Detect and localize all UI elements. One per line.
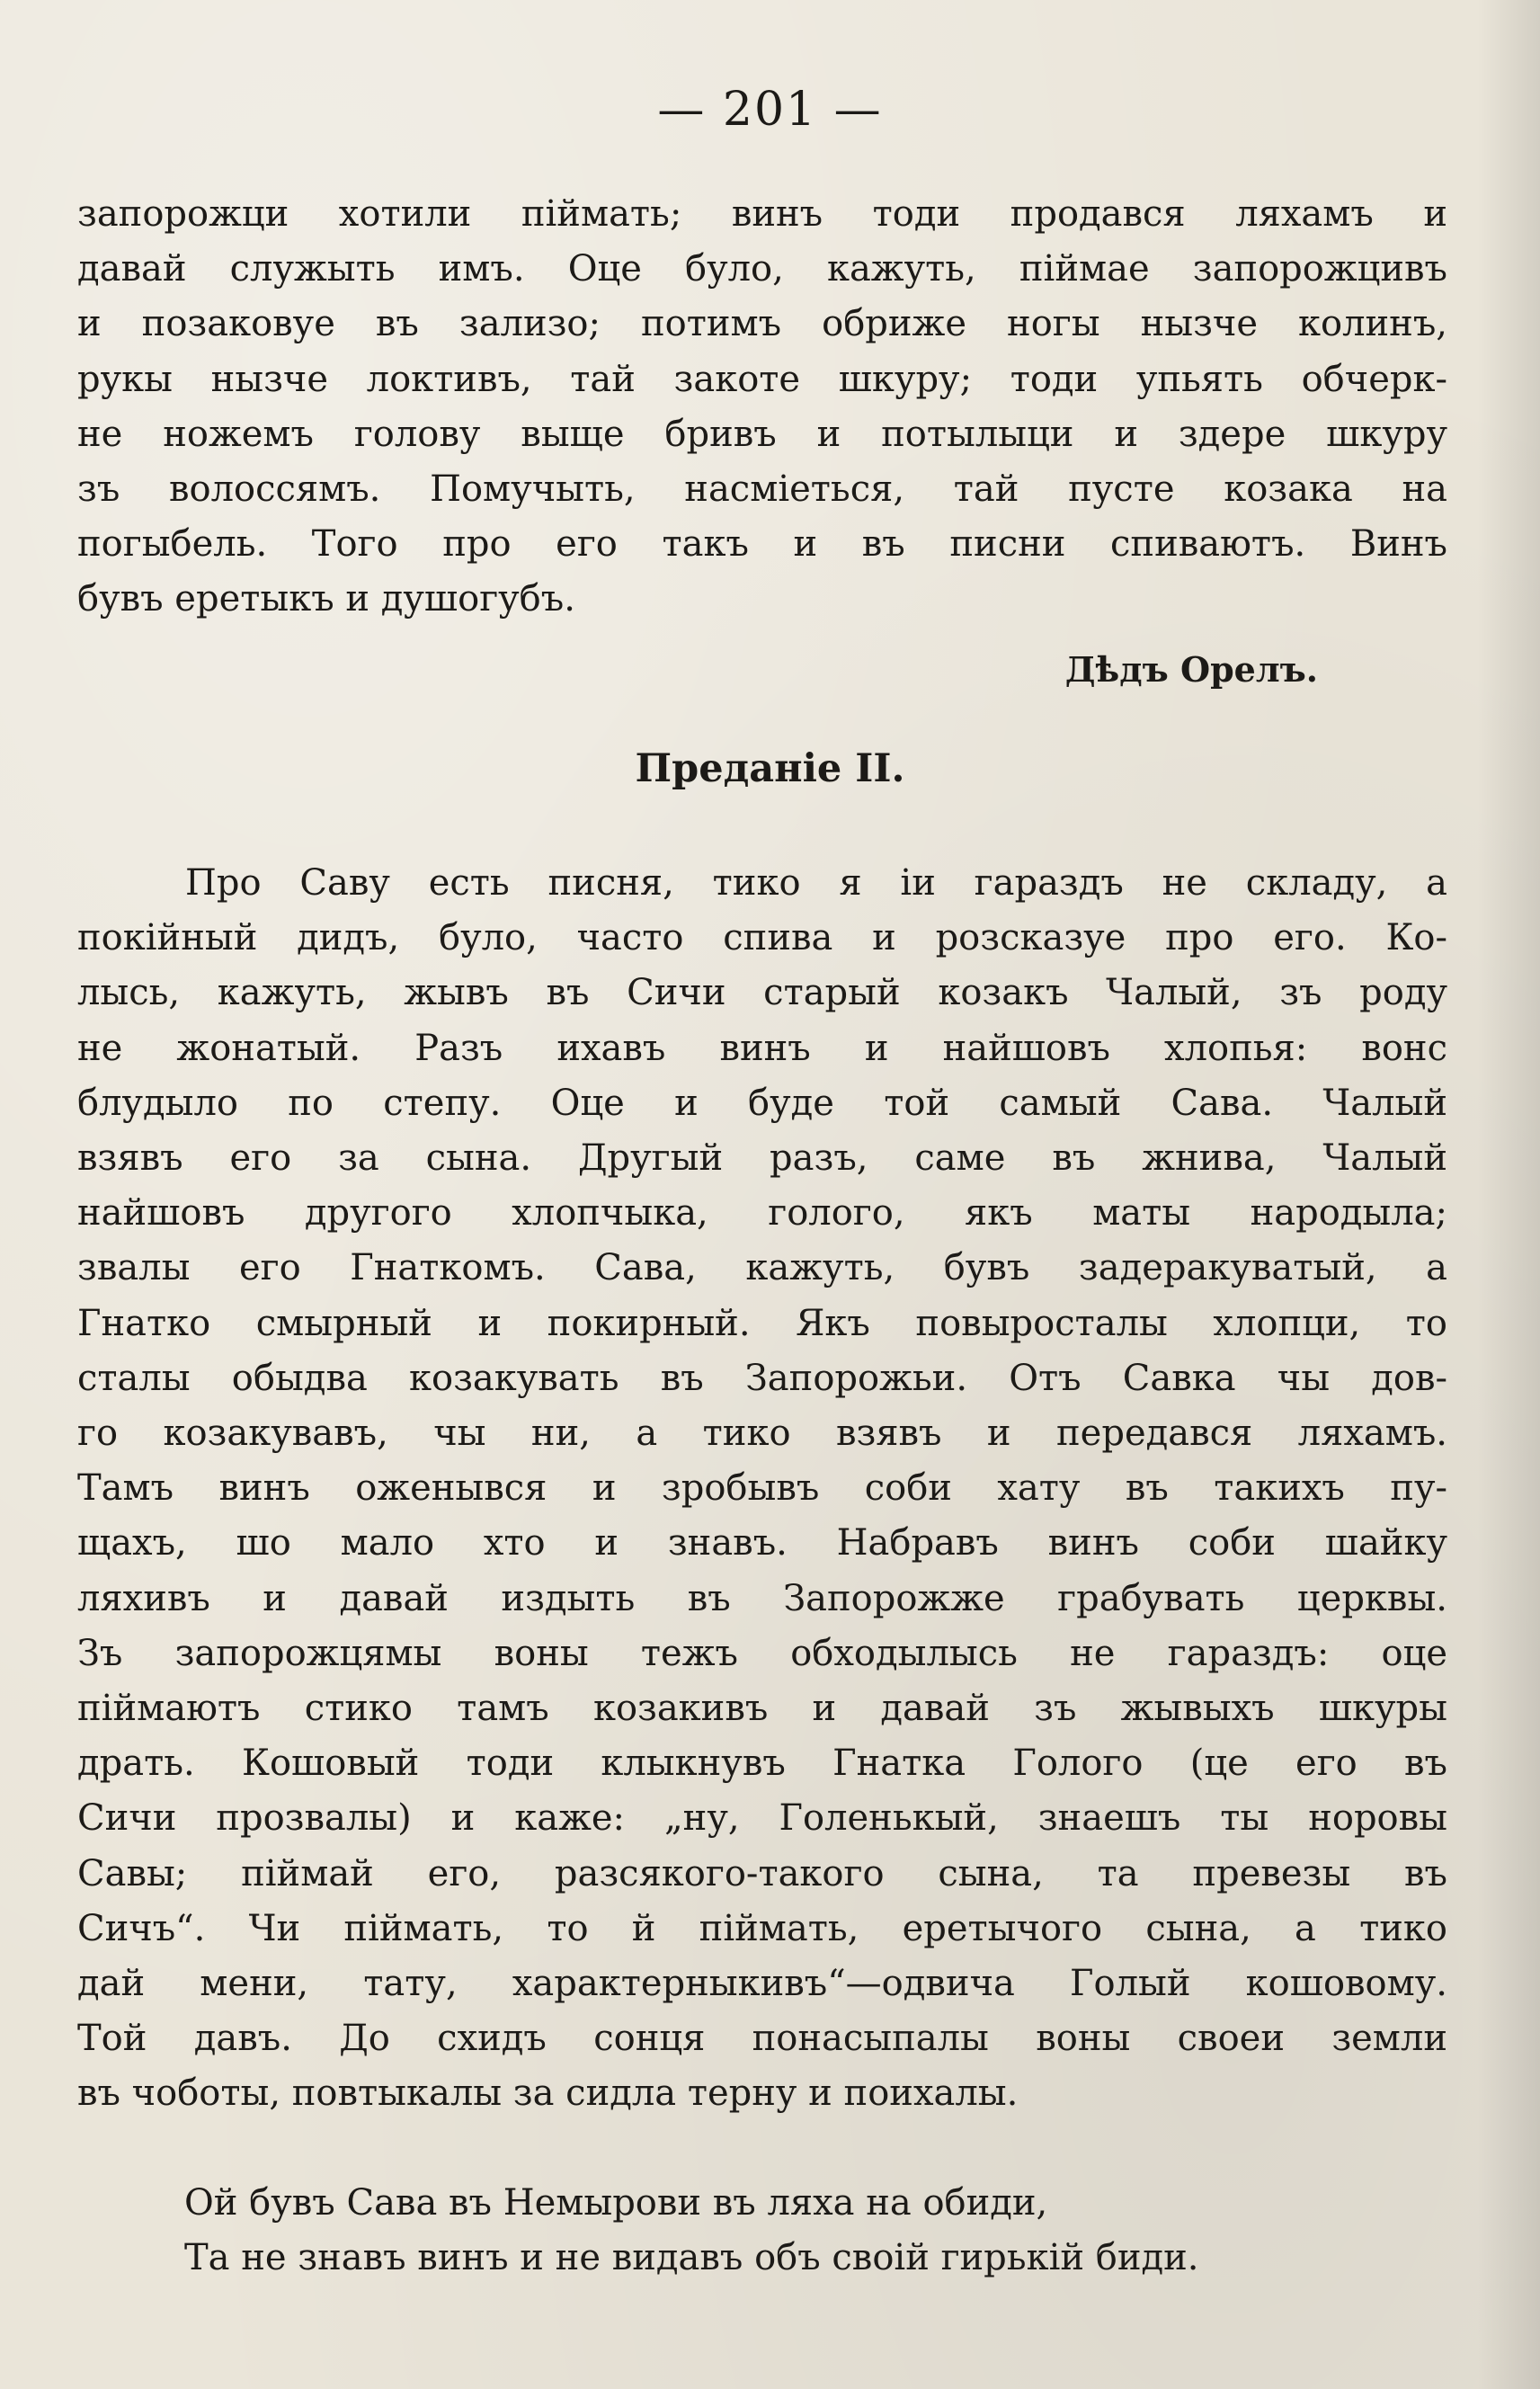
poem-verse — [184, 2176, 1443, 2286]
text-line: Про Саву есть писня, тико я іи гараздъ не складу, а — [185, 862, 1447, 904]
text-line: рукы нызче локтивъ, тай закоте шкуру; тоди упьять обчерк- — [77, 358, 1447, 400]
text-line: Сичъ“. Чи піймать, то й піймать, еретычого сына, а тико — [77, 1907, 1447, 1949]
text-line: давай служыть имъ. Оце було, кажуть, піймае запорожцивъ — [77, 248, 1447, 290]
text-line: Тамъ винъ оженывся и зробывъ соби хату въ такихъ пу- — [77, 1467, 1447, 1510]
text-line: не жонатый. Разъ ихавъ винъ и найшовъ хлопья: вонс — [77, 1027, 1447, 1069]
text-line: звалы его Гнаткомъ. Сава, кажуть, бувъ задеракуватый, а — [77, 1247, 1447, 1289]
text-line: го козакувавъ, чы ни, а тико взявъ и передався ляхамъ. — [77, 1413, 1447, 1455]
text-line: зъ волоссямъ. Помучыть, насміеться, тай пусте козака на — [77, 468, 1447, 511]
text-line: найшовъ другого хлопчыка, голого, якъ маты народыла; — [77, 1192, 1447, 1235]
paragraph-1 — [77, 187, 1447, 628]
text-line: Гнатко смырный и покирный. Якъ повыросталы хлопци, то — [77, 1302, 1447, 1344]
text-line: ляхивъ и давай издыть въ Запорожже грабувать церквы. — [77, 1577, 1447, 1619]
text-line: лысь, кажуть, жывъ въ Сичи старый козакъ Чалый, зъ роду — [77, 972, 1447, 1014]
text-line: запорожци хотили піймать; винъ тоди продався ляхамъ и — [77, 193, 1447, 235]
text-line: погыбель. Того про его такъ и въ писни спиваютъ. Винъ — [77, 523, 1447, 566]
text-line: въ чоботы, повтыкалы за сидла терну и поихалы. — [77, 2073, 1019, 2115]
section-title: Преданіе II. — [635, 746, 905, 791]
text-line: драть. Кошовый тоди клыкнувъ Гнатка Голого (це его въ — [77, 1743, 1447, 1785]
page-number: — 201 — — [657, 83, 883, 137]
text-line: взявъ его за сына. Другый разъ, саме въ жнива, Чалый — [77, 1137, 1447, 1180]
paragraph-2 — [77, 856, 1447, 2122]
page-gutter-shadow — [1477, 0, 1540, 2389]
text-line: піймаютъ стико тамъ козакивъ и давай зъ жывыхъ шкуры — [77, 1688, 1447, 1730]
text-line: покійный дидъ, було, часто спива и розсказуе про его. Ко- — [77, 917, 1447, 959]
poem-line: Та не знавъ винъ и не видавъ объ своій гирькій биди. — [184, 2237, 1199, 2278]
text-line: Той давъ. До схидъ сонця понасыпалы воны своеи земли — [77, 2018, 1447, 2060]
text-line: блудыло по степу. Оце и буде той самый Сава. Чалый — [77, 1082, 1447, 1124]
text-line: не ножемъ голову выще бривъ и потылыци и здере шкуру — [77, 413, 1447, 455]
poem-line: Ой бувъ Сава въ Немырови въ ляха на обиди, — [184, 2182, 1048, 2224]
text-line: Сичи прозвалы) и каже: „ну, Голенькый, знаешъ ты норовы — [77, 1797, 1447, 1840]
author-signature: Дѣдъ Орелъ. — [1064, 649, 1318, 690]
text-line: и позаковуе въ зализо; потимъ обриже ногы нызче колинъ, — [77, 303, 1447, 345]
text-line: Савы; піймай его, разсякого-такого сына, та превезы въ — [77, 1852, 1447, 1894]
text-line: бувъ еретыкъ и душогубъ. — [77, 578, 575, 620]
text-line: сталы обыдва козакувать въ Запорожьи. Отъ Савка чы дов- — [77, 1357, 1447, 1399]
text-line: щахъ, шо мало хто и знавъ. Набравъ винъ соби шайку — [77, 1522, 1447, 1564]
text-line: дай мени, тату, характерныкивъ“—одвича Голый кошовому. — [77, 1963, 1447, 2005]
text-line: Зъ запорожцямы воны тежъ обходылысь не гараздъ: оце — [77, 1632, 1447, 1674]
